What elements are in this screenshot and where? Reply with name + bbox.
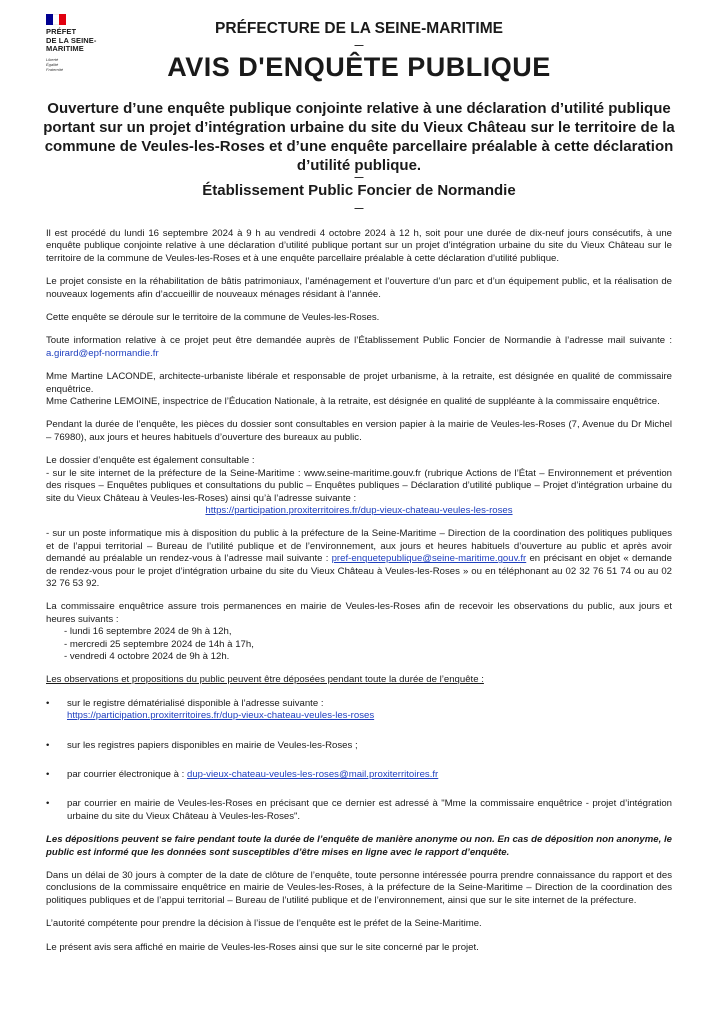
paragraph-commissaire: Mme Martine LACONDE, architecte-urbaniste libérale et responsable de projet urbanisme, à la retraite, est désignée en qualité de commissaire enquêtrice.: [46, 371, 672, 395]
poste-text-rest: en précisant en objet « demande de rendez-vous pour le projet d’intégration urbaine du site du Vieux Château à Veules-les-Roses » ou en téléphonant au 02 32 76 51 74 ou au 02 32 76 53 92.: [46, 553, 672, 589]
motto-fraternite: Fraternité: [46, 66, 64, 72]
paragraph-consultation: Pendant la durée de l’enquête, les pièces du dossier sont consultables en version papier à la mairie de Veules-les-Roses (7, Avenue du Dr Michel – 76980), aux jours et heures habituels d’ouverture des bureaux au public.: [46, 419, 672, 443]
logo-line-3: MARITIME: [46, 44, 84, 53]
separator-dash: —: [354, 203, 364, 213]
etablissement-heading: Établissement Public Foncier de Normandie: [202, 182, 516, 199]
paragraph-dates: Il est procédé du lundi 16 septembre 2024 à 9 h au vendredi 4 octobre 2024 à 12 h, soit pour une durée de dix-neuf jours consécutifs, à une enquête publique conjointe relative à une déclaration d’utilité publique portant sur un projet d’intégration urbaine du site du Vieux Château sur le territoire de la commune de Veules-les-Roses et à une enquête parcellaire préalable à cette déclaration d’utilité publique.: [46, 228, 672, 264]
motto-liberte: Liberté: [46, 56, 59, 62]
permanences-intro: La commissaire enquêtrice assure trois permanences en mairie de Veules-les-Roses afin de recevoir les observations du public, aux jours et heures suivants :: [46, 601, 672, 625]
observation-item-courrier: [46, 798, 672, 823]
separator-dash: —: [354, 40, 364, 50]
subtitle: Ouverture d’une enquête publique conjointe relative à une déclaration d’utilité publique portant sur un projet d’intégration urbaine du site du Vieux Château sur le territoire de la commune de Veules-les-Roses et d’une enquête parcellaire préalable à cette déclaration d’utilité publique.: [43, 100, 675, 174]
motto-egalite: Égalité: [46, 61, 59, 67]
permanence-item: - vendredi 4 octobre 2024 de 9h à 12h.: [64, 650, 230, 662]
observation-item-registre: [46, 698, 672, 723]
paragraph-projet: Le projet consiste en la réhabilitation de bâtis patrimoniaux, l’aménagement et l’ouverture d’un parc et d’un équipement public, et la réalisation de nouveaux logements afin d’accueillir de nouveaux ménages résidant à l’année.: [46, 276, 672, 300]
registre-text: • sur le registre dématérialisé disponible à l’adresse suivante :: [67, 697, 324, 709]
prefecture-heading: PRÉFECTURE DE LA SEINE-MARITIME: [215, 20, 503, 37]
logo-line-2: DE LA SEINE-: [46, 35, 97, 45]
paragraph-suppleante: Mme Catherine LEMOINE, inspectrice de l’Éducation Nationale, à la retraite, est désignée en qualité de suppléante à la commissaire enquêtrice.: [46, 396, 660, 408]
paragraph-autorite: L’autorité compétente pour prendre la décision à l’issue de l’enquête est le préfet de la Seine-Maritime.: [46, 918, 482, 930]
dossier-intro: Le dossier d’enquête est également consultable :: [46, 455, 255, 467]
poste-text: - sur un poste informatique mis à disposition du public à la préfecture de la Seine-Maritime – Direction de la coordination des politiques publiques et de l’appui territorial – Bureau de l’utilité publique et de l’environnement, aux jours et heures habituels d’ouverture au public et après avoir demandé au préalable un rendez-vous à l’adresse mail suivante :: [46, 528, 672, 565]
paragraph-rapport: Dans un délai de 30 jours à compter de la date de clôture de l’enquête, toute personne intéressée pourra prendre connaissance du rapport et des conclusions de la commissaire enquêtrice en mairie de Veules-les-Roses, à la préfecture de la Seine-Maritime – Direction de la coordination des politiques publiques et de l’appui territorial – Bureau de l’utilité publique et de l’environnement, ainsi que sur le site internet de la préfecture.: [46, 870, 672, 906]
proxiterritoires-email-link[interactable]: dup-vieux-chateau-veules-les-roses@mail.proxiterritoires.fr: [186, 769, 439, 780]
observations-heading: Les observations et propositions du public peuvent être déposées pendant toute la durée de l’enquête :: [46, 674, 484, 686]
info-text: Toute information relative à ce projet peut être demandée auprès de l’Établissement Public Foncier de Normandie à l’adresse mail suivante :: [46, 335, 672, 347]
paragraph-affichage: Le présent avis sera affiché en mairie de Veules-les-Roses ainsi que sur le site concerné par le projet.: [46, 941, 479, 953]
page-title: AVIS D'ENQUÊTE PUBLIQUE: [167, 52, 551, 82]
observation-item-courriel: [46, 769, 672, 781]
logo-line-1: PRÉFET: [46, 27, 77, 36]
permanence-item: - mercredi 25 septembre 2024 de 14h à 17h,: [64, 638, 254, 650]
courriel-text: par courrier électronique à :: [67, 769, 187, 780]
observation-item-papier: [46, 740, 672, 752]
dossier-poste-informatique: [46, 528, 672, 590]
paragraph-information: [46, 335, 672, 360]
permanence-item: - lundi 16 septembre 2024 de 9h à 12h,: [64, 626, 232, 638]
dossier-site-internet: - sur le site internet de la préfecture de la Seine-Maritime : www.seine-maritime.gouv.fr (rubrique Actions de l’État – Environnement et prévention des risques – Enquêtes publiques et consultations du public – Enquêtes publiques – Déclaration d’utilité publique – Projet d’intégration urbaine du site du Vieux Château à Veules-les-Roses) ainsi qu’à l’adresse suivante :: [46, 467, 672, 504]
registre-link[interactable]: https://participation.proxiterritoires.fr/dup-vieux-chateau-veules-les-roses: [67, 710, 375, 722]
depositions-note: Les dépositions peuvent se faire pendant toute la durée de l’enquête de manière anonyme ou non. En cas de déposition non anonyme, le public est informé que les données sont susceptibles d’être mises en ligne avec le rapport d’enquête.: [46, 834, 672, 858]
pref-email-link[interactable]: pref-enquetepublique@seine-maritime.gouv.fr: [331, 553, 527, 565]
participation-link[interactable]: https://participation.proxiterritoires.fr/dup-vieux-chateau-veules-les-roses: [205, 504, 513, 516]
paragraph-territoire: Cette enquête se déroule sur le territoire de la commune de Veules-les-Roses.: [46, 312, 380, 324]
courrier-text: • par courrier en mairie de Veules-les-Roses en précisant que ce dernier est adressé à "Mme la commissaire enquêtrice - projet d’intégration urbaine du site du Vieux Château à Veules-les-Roses".: [67, 798, 672, 822]
separator-dash: —: [354, 172, 364, 182]
notice-body: [46, 228, 672, 954]
papier-text: • sur les registres papiers disponibles en mairie de Veules-les-Roses ;: [67, 739, 358, 751]
epf-email-link[interactable]: a.girard@epf-normandie.fr: [46, 347, 159, 359]
